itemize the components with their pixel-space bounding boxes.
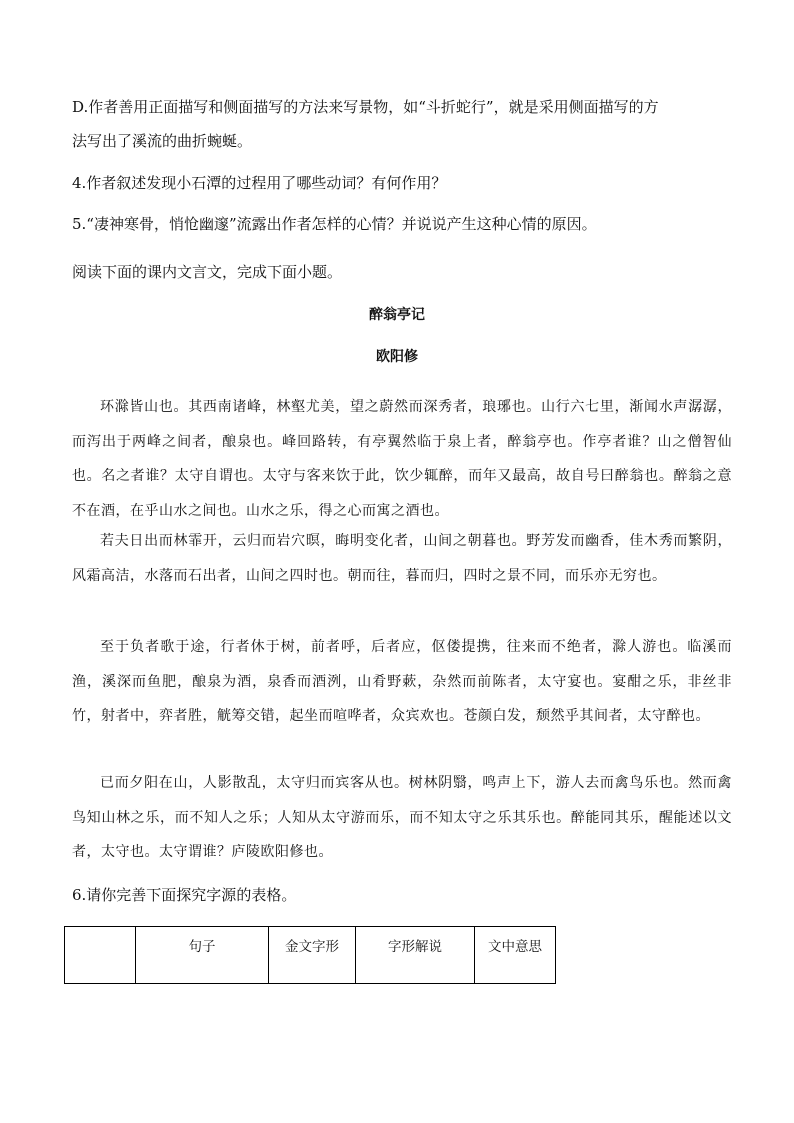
question-5: 5.“凄神寒骨，悄怆幽邃”流露出作者怎样的心情？并说说产生这种心情的原因。 [72, 215, 597, 233]
essay-paragraph-1: 环滁皆山也。其西南诸峰，林壑尤美，望之蔚然而深秀者，琅琊也。山行六七里，渐闻水声潺潺，而泻出于两峰之间者，酿泉也。峰回路转，有亭翼然临于泉上者，醉翁亭也。作亭者谁？山之僧智仙也。名之者谁？太守自谓也。太守与客来饮于此，饮少辄醉，而年又最高，故自号曰醉翁也。醉翁之意不在酒，在乎山水之间也。山水之乐，得之心而寓之酒也。 [72, 399, 732, 519]
option-d-line-2: 法写出了溪流的曲折蜿蜒。 [72, 132, 253, 150]
table-header-row [65, 927, 556, 984]
table-header-form-explanation: 字形解说 [356, 927, 475, 984]
essay-author: 欧阳修 [376, 349, 418, 365]
reading-instruction: 阅读下面的课内文言文，完成下面小题。 [72, 263, 343, 281]
question-4: 4.作者叙述发现小石潭的过程用了哪些动词？有何作用？ [72, 174, 447, 192]
option-d-line-1: D.作者善用正面描写和侧面描写的方法来写景物，如“斗折蛇行”，就是采用侧面描写的方 [72, 98, 659, 116]
essay-paragraph-3: 至于负者歌于途，行者休于树，前者呼，后者应，伛偻提携，往来而不绝者，滁人游也。临溪而渔，溪深而鱼肥，酿泉为酒，泉香而酒洌，山肴野蔌，杂然而前陈者，太守宴也。宴酣之乐，非丝非竹，射者中，弈者胜，觥筹交错，起坐而喧哗者，众宾欢也。苍颜白发，颓然乎其间者，太守醉也。 [72, 639, 732, 724]
table-header-meaning: 文中意思 [475, 927, 556, 984]
table-header-bronze-script: 金文字形 [269, 927, 356, 984]
table-header-sentence: 句子 [136, 927, 269, 984]
essay-paragraph-4: 已而夕阳在山，人影散乱，太守归而宾客从也。树林阴翳，鸣声上下，游人去而禽鸟乐也。然而禽鸟知山林之乐，而不知人之乐；人知从太守游而乐，而不知太守之乐其乐也。醉能同其乐，醒能述以文者，太守也。太守谓谁？庐陵欧阳修也。 [72, 775, 732, 860]
essay-paragraph-2: 若夫日出而林霏开，云归而岩穴暝，晦明变化者，山间之朝暮也。野芳发而幽香，佳木秀而繁阴，风霜高洁，水落而石出者，山间之四时也。朝而往，暮而归，四时之景不同，而乐亦无穷也。 [72, 533, 732, 584]
essay-title: 醉翁亭记 [369, 307, 425, 323]
question-6: 6.请你完善下面探究字源的表格。 [72, 886, 297, 904]
etymology-table [64, 926, 556, 984]
table-cell-blank [65, 927, 136, 984]
